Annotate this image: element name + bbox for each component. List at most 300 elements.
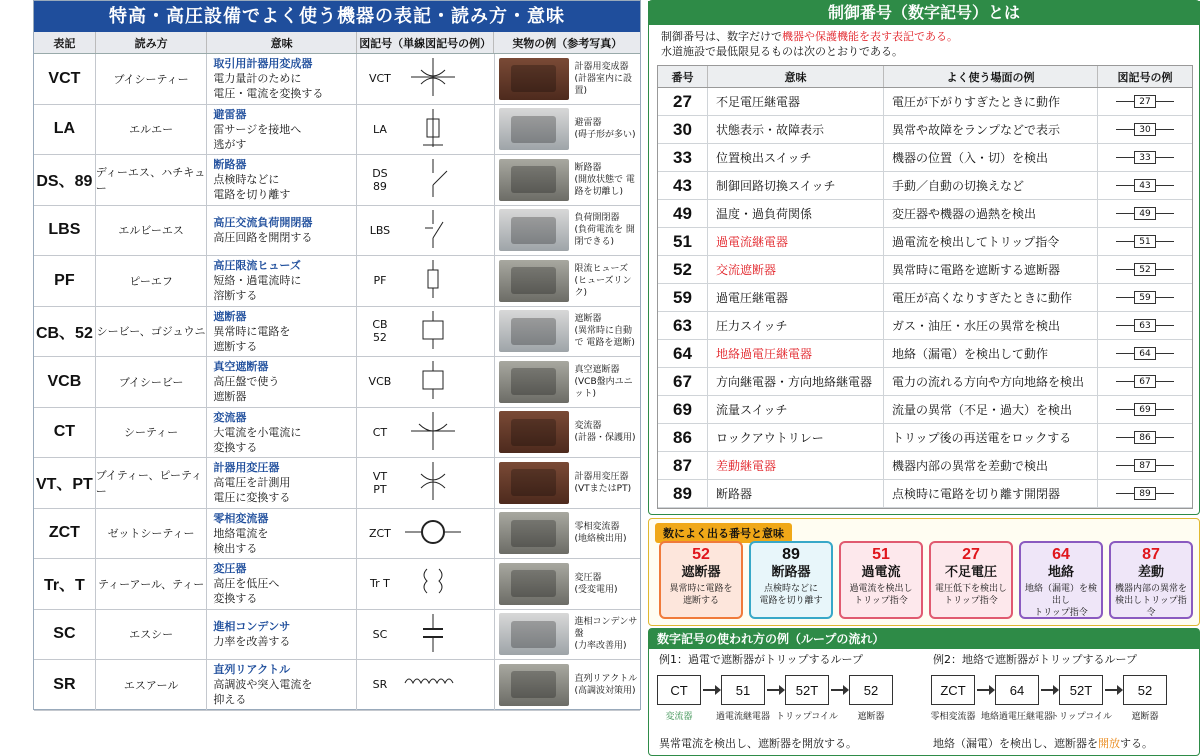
meaning-line: 遮断器 <box>213 390 247 404</box>
equipment-symbol-icon <box>403 511 463 553</box>
foot2a: 地絡（漏電）を検出し、遮断器を <box>933 737 1098 750</box>
meaning-title: 真空遮断器 <box>213 360 269 374</box>
equipment-symbol-icon <box>403 309 463 351</box>
photo-caption-line: (負荷電流を 開閉できる) <box>574 225 635 248</box>
reading-cell: ディーエス、ハチキュー <box>96 155 208 205</box>
loop-node <box>981 675 1054 722</box>
abbr-cell: Tr、T <box>34 559 96 609</box>
frequent-number-card <box>929 541 1013 619</box>
symbol-graphic <box>403 157 463 202</box>
equipment-table-header <box>34 32 640 54</box>
control-number: 33 <box>658 144 708 171</box>
device-symbol <box>1116 291 1174 304</box>
card-description-line: トリップ指令 <box>1034 608 1088 618</box>
frequent-numbers-panel <box>648 518 1200 626</box>
control-usage: 異常や故障をランプなどで表示 <box>884 116 1098 143</box>
photo-caption <box>575 61 641 97</box>
device-symbol <box>1116 95 1174 108</box>
photo-caption-line: 変流器 <box>574 421 602 432</box>
control-meaning: 位置検出スイッチ <box>708 144 884 171</box>
flow-arrow <box>831 689 847 691</box>
frequent-numbers-title: 数によく出る番号と意味 <box>655 523 792 543</box>
equipment-photo <box>499 563 569 605</box>
symbol-cell <box>357 155 495 205</box>
loop-node-label: 遮断器 <box>1131 712 1159 722</box>
symbol-line <box>1156 437 1174 438</box>
control-symbol <box>1098 312 1192 339</box>
device-symbol <box>1116 263 1174 276</box>
control-number: 63 <box>658 312 708 339</box>
control-number: 59 <box>658 284 708 311</box>
symbol-line <box>1156 297 1174 298</box>
photo-caption-line: (VCB盤内ユニット) <box>574 376 633 399</box>
foot2c: する。 <box>1120 737 1153 750</box>
equipment-row <box>34 256 640 307</box>
photo-caption-line: (力率改善用) <box>574 641 627 652</box>
symbol-cell <box>357 408 495 458</box>
control-meaning: 過電圧継電器 <box>708 284 884 311</box>
equipment-photo <box>499 664 569 706</box>
frequent-number-cards <box>659 541 1193 619</box>
photo-cell <box>495 357 641 407</box>
card-number: 52 <box>692 546 710 563</box>
meaning-title: 変流器 <box>213 410 247 424</box>
symbol-line <box>1116 185 1134 186</box>
symbol-label: SC <box>372 627 388 641</box>
photo-caption-line: (計器・保護用) <box>574 433 636 444</box>
loop-node-label: 遮断器 <box>857 712 885 722</box>
card-title: 遮断器 <box>681 565 721 580</box>
photo-caption-line: (VTまたはPT) <box>574 483 632 494</box>
equipment-table-panel <box>33 0 641 710</box>
abbr-cell: VT、PT <box>34 458 96 508</box>
photo-caption <box>575 263 641 299</box>
symbol-box: 43 <box>1134 179 1156 192</box>
loop-node-box: ZCT <box>931 675 975 705</box>
symbol-line <box>1156 129 1174 130</box>
photo-caption-line: 真空遮断器 <box>574 364 620 375</box>
symbol-graphic <box>403 511 463 556</box>
control-usage: 電圧が下がりすぎたときに動作 <box>884 88 1098 115</box>
control-number: 67 <box>658 368 708 395</box>
control-symbol <box>1098 172 1192 199</box>
symbol-line <box>1116 353 1134 354</box>
foot2b: 開放 <box>1098 737 1120 750</box>
device-symbol <box>1116 487 1174 500</box>
symbol-box: 69 <box>1134 403 1156 416</box>
meaning-line: 電圧・電流を変換する <box>213 87 324 101</box>
symbol-cell <box>357 307 495 357</box>
card-description <box>661 583 741 607</box>
symbol-graphic <box>403 612 463 657</box>
equipment-table-title: 特高・高圧設備でよく使う機器の表記・読み方・意味 <box>34 1 640 32</box>
card-description <box>1021 583 1101 619</box>
header-meaning: 意味 <box>207 32 357 53</box>
symbol-line <box>1156 409 1174 410</box>
reading-cell: シービー、ゴジュウニ <box>96 307 208 357</box>
equipment-photo <box>499 462 569 504</box>
meaning-title: 直列リアクトル <box>213 663 291 677</box>
abbr-cell: CT <box>34 408 96 458</box>
symbol-box: 86 <box>1134 431 1156 444</box>
control-meaning: 流量スイッチ <box>708 396 884 423</box>
loop-node <box>847 675 895 722</box>
header-abbr: 表記 <box>34 32 96 53</box>
symbol-box: 51 <box>1134 235 1156 248</box>
photo-cell <box>495 206 641 256</box>
equipment-photo <box>499 411 569 453</box>
abbr-cell: DS、89 <box>34 155 96 205</box>
photo-caption-line: (異常時に自動で 電路を遮断) <box>574 326 635 349</box>
symbol-graphic <box>403 460 463 505</box>
control-usage: 過電流を検出してトリップ指令 <box>884 228 1098 255</box>
loop-node-box: 52T <box>785 675 829 705</box>
control-row <box>658 340 1192 368</box>
control-number: 69 <box>658 396 708 423</box>
photo-cell <box>495 509 641 559</box>
control-number-panel <box>648 0 1200 515</box>
photo-caption <box>575 212 641 248</box>
card-number: 89 <box>782 546 800 563</box>
meaning-title: 変圧器 <box>213 562 247 576</box>
loop-example-2 <box>929 653 1191 753</box>
meaning-line: 電力量計のために <box>213 72 302 86</box>
control-row <box>658 88 1192 116</box>
equipment-photo <box>499 361 569 403</box>
control-number: 49 <box>658 200 708 227</box>
control-symbol <box>1098 396 1192 423</box>
control-symbol <box>1098 88 1192 115</box>
meaning-line: 高圧を低圧へ <box>213 577 280 591</box>
symbol-label: LA <box>372 122 387 136</box>
symbol-line <box>1116 213 1134 214</box>
photo-cell <box>495 307 641 357</box>
meaning-cell <box>207 660 357 710</box>
reading-cell: ピーエフ <box>96 256 208 306</box>
symbol-line <box>1156 465 1174 466</box>
control-number-title: 制御番号（数字記号）とは <box>648 1 1200 25</box>
equipment-row <box>34 408 640 459</box>
control-symbol <box>1098 452 1192 479</box>
meaning-cell <box>207 458 357 508</box>
loop-example-title: 数字記号の使われ方の例（ループの流れ） <box>649 629 1199 649</box>
photo-caption-line: (開放状態で 電路を切離し) <box>574 174 635 197</box>
frequent-number-card <box>1109 541 1193 619</box>
symbol-cell <box>357 105 495 155</box>
card-description <box>841 583 921 607</box>
symbol-label: DS 89 <box>372 166 388 193</box>
header-photo: 実物の例（参考写真） <box>512 36 623 50</box>
equipment-photo <box>499 108 569 150</box>
symbol-label: VCB <box>368 375 392 389</box>
photo-caption-line: 遮断器 <box>574 314 602 325</box>
equipment-rows <box>34 54 640 711</box>
loop-node-box: CT <box>657 675 701 705</box>
abbr-cell: LBS <box>34 206 96 256</box>
equipment-photo <box>499 209 569 251</box>
loop-node-box: 51 <box>721 675 765 705</box>
symbol-line <box>1156 493 1174 494</box>
meaning-title: 高圧交流負荷開閉器 <box>213 216 313 230</box>
control-meaning: 方向継電器・方向地絡継電器 <box>708 368 884 395</box>
symbol-line <box>1116 269 1134 270</box>
photo-caption-line: 限流ヒューズ <box>574 263 629 274</box>
control-usage: トリップ後の再送電をロックする <box>884 424 1098 451</box>
photo-caption <box>575 521 627 545</box>
meaning-line: 力率を改善する <box>213 635 291 649</box>
card-number: 27 <box>962 546 980 563</box>
control-meaning: 圧力スイッチ <box>708 312 884 339</box>
header-number: 番号 <box>658 66 708 87</box>
equipment-symbol-icon <box>403 258 463 300</box>
loop-example-1-title: 例1：過電で遮断器がトリップするループ <box>659 653 864 666</box>
loop-node-label: 地絡過電圧継電器 <box>981 712 1054 722</box>
device-symbol <box>1116 235 1174 248</box>
control-number: 51 <box>658 228 708 255</box>
symbol-line <box>1156 325 1174 326</box>
symbol-line <box>1116 325 1134 326</box>
control-row <box>658 312 1192 340</box>
symbol-line <box>1156 269 1174 270</box>
photo-cell <box>495 54 641 104</box>
symbol-graphic <box>403 561 463 606</box>
photo-cell <box>495 458 641 508</box>
photo-caption-line: 進相コンデンサ盤 <box>574 617 638 640</box>
card-number: 87 <box>1142 546 1160 563</box>
control-usage: 機器の位置（入・切）を検出 <box>884 144 1098 171</box>
loop-node <box>1050 675 1112 722</box>
header-symbol: 図記号の例 <box>1117 70 1173 84</box>
control-row <box>658 172 1192 200</box>
symbol-label: CT <box>372 425 388 439</box>
control-symbol <box>1098 368 1192 395</box>
control-usage: 変圧器や機器の過熱を検出 <box>884 200 1098 227</box>
photo-caption <box>575 673 638 697</box>
symbol-box: 52 <box>1134 263 1156 276</box>
symbol-graphic <box>403 359 463 404</box>
photo-caption-line: 変圧器 <box>574 572 602 583</box>
meaning-cell <box>207 155 357 205</box>
equipment-symbol-icon <box>403 612 463 654</box>
meaning-line: 地絡電流を <box>213 526 269 540</box>
photo-cell <box>495 610 641 660</box>
loop-chain-2 <box>929 675 1169 722</box>
control-meaning: 制御回路切換スイッチ <box>708 172 884 199</box>
card-description-line: 電圧低下を検出し <box>934 584 1007 594</box>
control-usage: 機器内部の異常を差動で検出 <box>884 452 1098 479</box>
symbol-label: LBS <box>369 223 391 237</box>
equipment-photo <box>499 159 569 201</box>
card-title: 断路器 <box>771 565 811 580</box>
desc-line1a: 制御番号は、数字だけで <box>661 30 782 43</box>
photo-caption-line: 計器用変成器 <box>574 61 629 72</box>
control-number: 30 <box>658 116 708 143</box>
control-row <box>658 144 1192 172</box>
symbol-box: 64 <box>1134 347 1156 360</box>
control-row <box>658 480 1192 508</box>
frequent-number-card <box>1019 541 1103 619</box>
control-meaning: 差動継電器 <box>708 452 884 479</box>
symbol-line <box>1156 185 1174 186</box>
meaning-line: 抑える <box>213 693 247 707</box>
control-symbol <box>1098 284 1192 311</box>
symbol-cell <box>357 660 495 710</box>
reading-cell: シーティー <box>96 408 208 458</box>
control-row <box>658 424 1192 452</box>
symbol-cell <box>357 357 495 407</box>
equipment-row <box>34 54 640 105</box>
equipment-row <box>34 357 640 408</box>
photo-caption-line: (地絡検出用) <box>574 534 627 545</box>
device-symbol <box>1116 431 1174 444</box>
card-title: 地絡 <box>1047 565 1074 580</box>
control-symbol <box>1098 228 1192 255</box>
device-symbol <box>1116 151 1174 164</box>
loop-node <box>655 675 703 722</box>
photo-cell <box>495 408 641 458</box>
symbol-line <box>1156 157 1174 158</box>
meaning-cell <box>207 307 357 357</box>
loop-example-1 <box>655 653 917 753</box>
card-description-line: 地絡（漏電）を検出し <box>1024 584 1097 606</box>
equipment-symbol-icon <box>403 561 463 603</box>
symbol-cell <box>357 54 495 104</box>
control-row <box>658 396 1192 424</box>
symbol-line <box>1116 241 1134 242</box>
control-number: 89 <box>658 480 708 507</box>
control-meaning: 状態表示・故障表示 <box>708 116 884 143</box>
control-row <box>658 256 1192 284</box>
control-symbol <box>1098 256 1192 283</box>
symbol-line <box>1116 437 1134 438</box>
header-reading: 読み方 <box>96 32 208 53</box>
card-description-line: 機器内部の異常を <box>1114 584 1187 594</box>
control-number: 86 <box>658 424 708 451</box>
equipment-symbol-icon <box>403 107 463 149</box>
equipment-row <box>34 155 640 206</box>
meaning-title: 避雷器 <box>213 107 247 121</box>
control-meaning: 温度・過負荷関係 <box>708 200 884 227</box>
equipment-symbol-icon <box>403 208 463 250</box>
card-description-line: 点検時などに <box>763 584 818 594</box>
meaning-cell <box>207 610 357 660</box>
meaning-line: 異常時に電路を <box>213 324 291 338</box>
symbol-graphic <box>403 107 463 152</box>
photo-caption-line: 負荷開閉器 <box>574 213 620 224</box>
photo-caption <box>575 364 641 400</box>
header-symbol: 図記号（単線図記号の例） <box>357 32 495 53</box>
symbol-line <box>1116 297 1134 298</box>
control-usage: 点検時に電路を切り離す開閉器 <box>884 480 1098 507</box>
flow-arrow <box>977 689 993 691</box>
control-number: 43 <box>658 172 708 199</box>
card-description-line: 検出しトリップ指令 <box>1115 596 1187 618</box>
control-row <box>658 200 1192 228</box>
frequent-number-card <box>839 541 923 619</box>
photo-cell <box>495 155 641 205</box>
equipment-symbol-icon <box>403 662 463 704</box>
equipment-row <box>34 206 640 257</box>
symbol-box: 87 <box>1134 459 1156 472</box>
control-number-description <box>649 25 1199 65</box>
control-symbol <box>1098 144 1192 171</box>
meaning-line: 雷サージを接地へ <box>213 122 302 136</box>
reading-cell: エスシー <box>96 610 208 660</box>
equipment-row <box>34 660 640 711</box>
symbol-line <box>1116 409 1134 410</box>
loop-node-label: トリップコイル <box>1050 712 1112 722</box>
device-symbol <box>1116 375 1174 388</box>
loop-example-1-footer: 異常電流を検出し、遮断器を開放する。 <box>659 737 857 750</box>
control-meaning: 地絡過電圧継電器 <box>708 340 884 367</box>
control-usage: 電力の流れる方向や方向地絡を検出 <box>884 368 1098 395</box>
reading-cell: エルエー <box>96 105 208 155</box>
control-row <box>658 228 1192 256</box>
symbol-line <box>1116 493 1134 494</box>
symbol-cell <box>357 206 495 256</box>
symbol-graphic <box>403 309 463 354</box>
card-description <box>751 583 831 607</box>
reading-cell: ブイシーティー <box>96 54 208 104</box>
symbol-cell <box>357 610 495 660</box>
loop-example-2-title: 例2：地絡で遮断器がトリップするループ <box>933 653 1138 666</box>
control-symbol <box>1098 480 1192 507</box>
symbol-line <box>1116 129 1134 130</box>
control-row <box>658 452 1192 480</box>
control-symbol <box>1098 116 1192 143</box>
meaning-line: 電路を切り離す <box>213 188 291 202</box>
symbol-label: ZCT <box>368 526 391 540</box>
control-number: 52 <box>658 256 708 283</box>
control-row <box>658 284 1192 312</box>
loop-node <box>716 675 771 722</box>
loop-node-label: トリップコイル <box>776 712 838 722</box>
meaning-line: 遮断する <box>213 339 258 353</box>
loop-node-box: 52 <box>1123 675 1167 705</box>
device-symbol <box>1116 319 1174 332</box>
device-symbol <box>1116 403 1174 416</box>
meaning-cell <box>207 509 357 559</box>
abbr-cell: VCT <box>34 54 96 104</box>
device-symbol <box>1116 207 1174 220</box>
symbol-line <box>1156 241 1174 242</box>
abbr-cell: ZCT <box>34 509 96 559</box>
symbol-cell <box>357 458 495 508</box>
photo-caption-line: 零相変流器 <box>574 522 620 533</box>
card-description <box>931 583 1011 607</box>
photo-caption <box>575 420 636 444</box>
photo-caption-line: (ヒューズリンク) <box>574 275 632 298</box>
control-symbol <box>1098 424 1192 451</box>
reading-cell: ティーアール、ティー <box>96 559 208 609</box>
photo-caption <box>575 162 641 198</box>
meaning-line: 短絡・過電流時に <box>213 274 302 288</box>
equipment-photo <box>499 310 569 352</box>
control-meaning: 断路器 <box>708 480 884 507</box>
symbol-box: 67 <box>1134 375 1156 388</box>
equipment-symbol-icon <box>403 410 463 452</box>
meaning-cell <box>207 54 357 104</box>
symbol-line <box>1156 213 1174 214</box>
card-description-line: トリップ指令 <box>854 596 908 606</box>
photo-caption <box>575 471 632 495</box>
symbol-label: VT PT <box>372 469 388 496</box>
header-meaning: 意味 <box>708 66 884 87</box>
control-usage: 手動／自動の切換えなど <box>884 172 1098 199</box>
photo-caption-line: (計器室内に設置) <box>574 73 633 96</box>
symbol-cell <box>357 559 495 609</box>
meaning-line: 大電流を小電流に <box>213 425 302 439</box>
